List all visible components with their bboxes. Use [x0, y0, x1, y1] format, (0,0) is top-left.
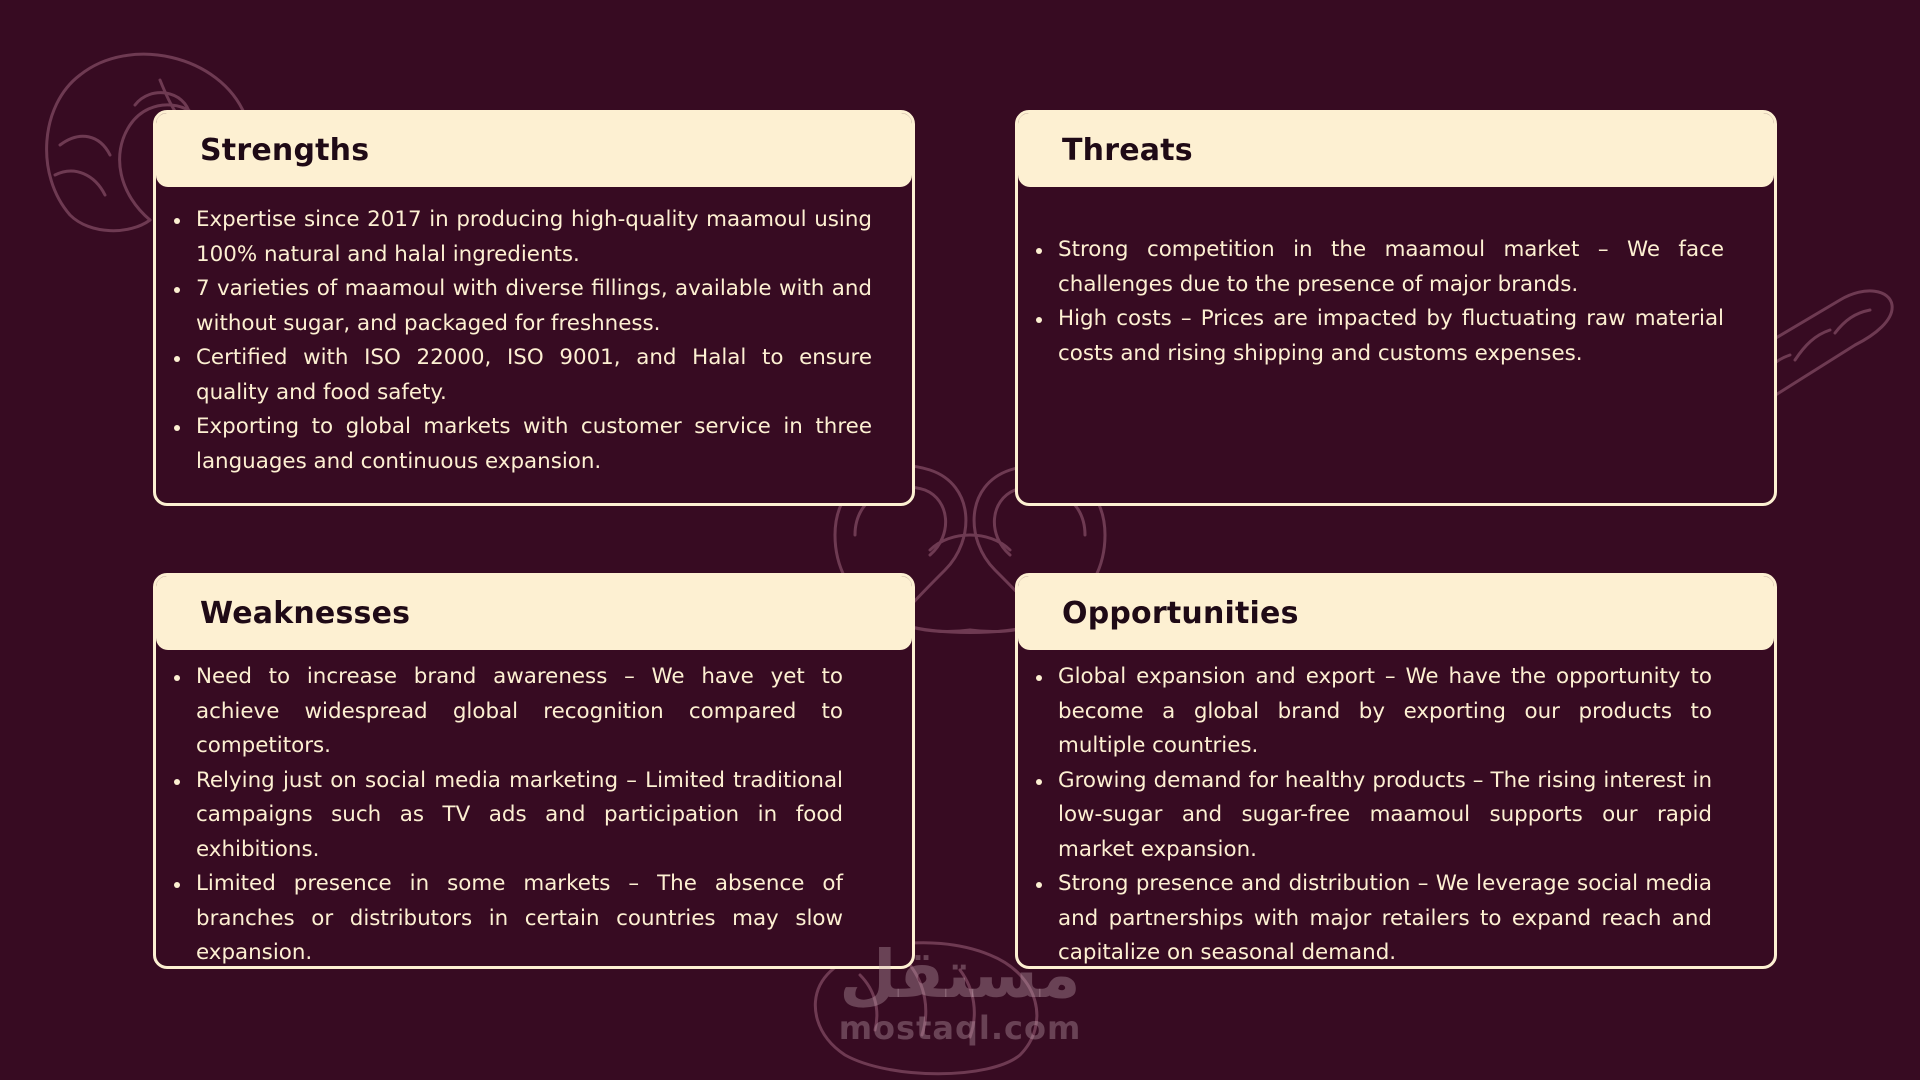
list-item: Growing demand for healthy products – The rising interest in low-sugar and sugar-free maamoul supports our rapid market expansion. — [1018, 764, 1712, 868]
opportunities-card — [1015, 573, 1777, 969]
threats-header — [1018, 113, 1774, 187]
threats-title: Threats — [1062, 132, 1193, 168]
threats-card — [1015, 110, 1777, 506]
weaknesses-title: Weaknesses — [200, 595, 411, 631]
strengths-header — [156, 113, 912, 187]
threats-list — [1018, 187, 1774, 371]
strengths-card — [153, 110, 915, 506]
list-item: Global expansion and export – We have the opportunity to become a global brand by exporting our products to multiple countries. — [1018, 660, 1712, 764]
weaknesses-header — [156, 576, 912, 650]
list-item: Exporting to global markets with customer service in three languages and continuous expansion. — [156, 410, 872, 479]
weaknesses-list — [156, 650, 912, 969]
watermark-latin: mostaql.com — [838, 1009, 1082, 1047]
list-item: Need to increase brand awareness – We have yet to achieve widespread global recognition compared to competitors. — [156, 660, 843, 764]
weaknesses-card — [153, 573, 915, 969]
list-item: Limited presence in some markets – The absence of branches or distributors in certain countries may slow expansion. — [156, 867, 843, 969]
watermark-arabic: مستقل — [839, 936, 1081, 1013]
strengths-list — [156, 187, 912, 479]
watermark — [810, 936, 1110, 1047]
list-item: Strong competition in the maamoul market – We face challenges due to the presence of major brands. — [1018, 233, 1724, 302]
strengths-title: Strengths — [200, 132, 370, 168]
opportunities-title: Opportunities — [1062, 595, 1299, 631]
list-item: 7 varieties of maamoul with diverse fillings, available with and without sugar, and packaged for freshness. — [156, 272, 872, 341]
opportunities-header — [1018, 576, 1774, 650]
list-item: High costs – Prices are impacted by fluctuating raw material costs and rising shipping and customs expenses. — [1018, 302, 1724, 371]
list-item: Relying just on social media marketing – Limited traditional campaigns such as TV ads and participation in food exhibitions. — [156, 764, 843, 868]
opportunities-list — [1018, 650, 1774, 969]
list-item: Strong presence and distribution – We leverage social media and partnerships with major retailers to expand reach and capitalize on seasonal demand. — [1018, 867, 1712, 969]
list-item: Certified with ISO 22000, ISO 9001, and Halal to ensure quality and food safety. — [156, 341, 872, 410]
list-item: Expertise since 2017 in producing high-quality maamoul using 100% natural and halal ingredients. — [156, 203, 872, 272]
